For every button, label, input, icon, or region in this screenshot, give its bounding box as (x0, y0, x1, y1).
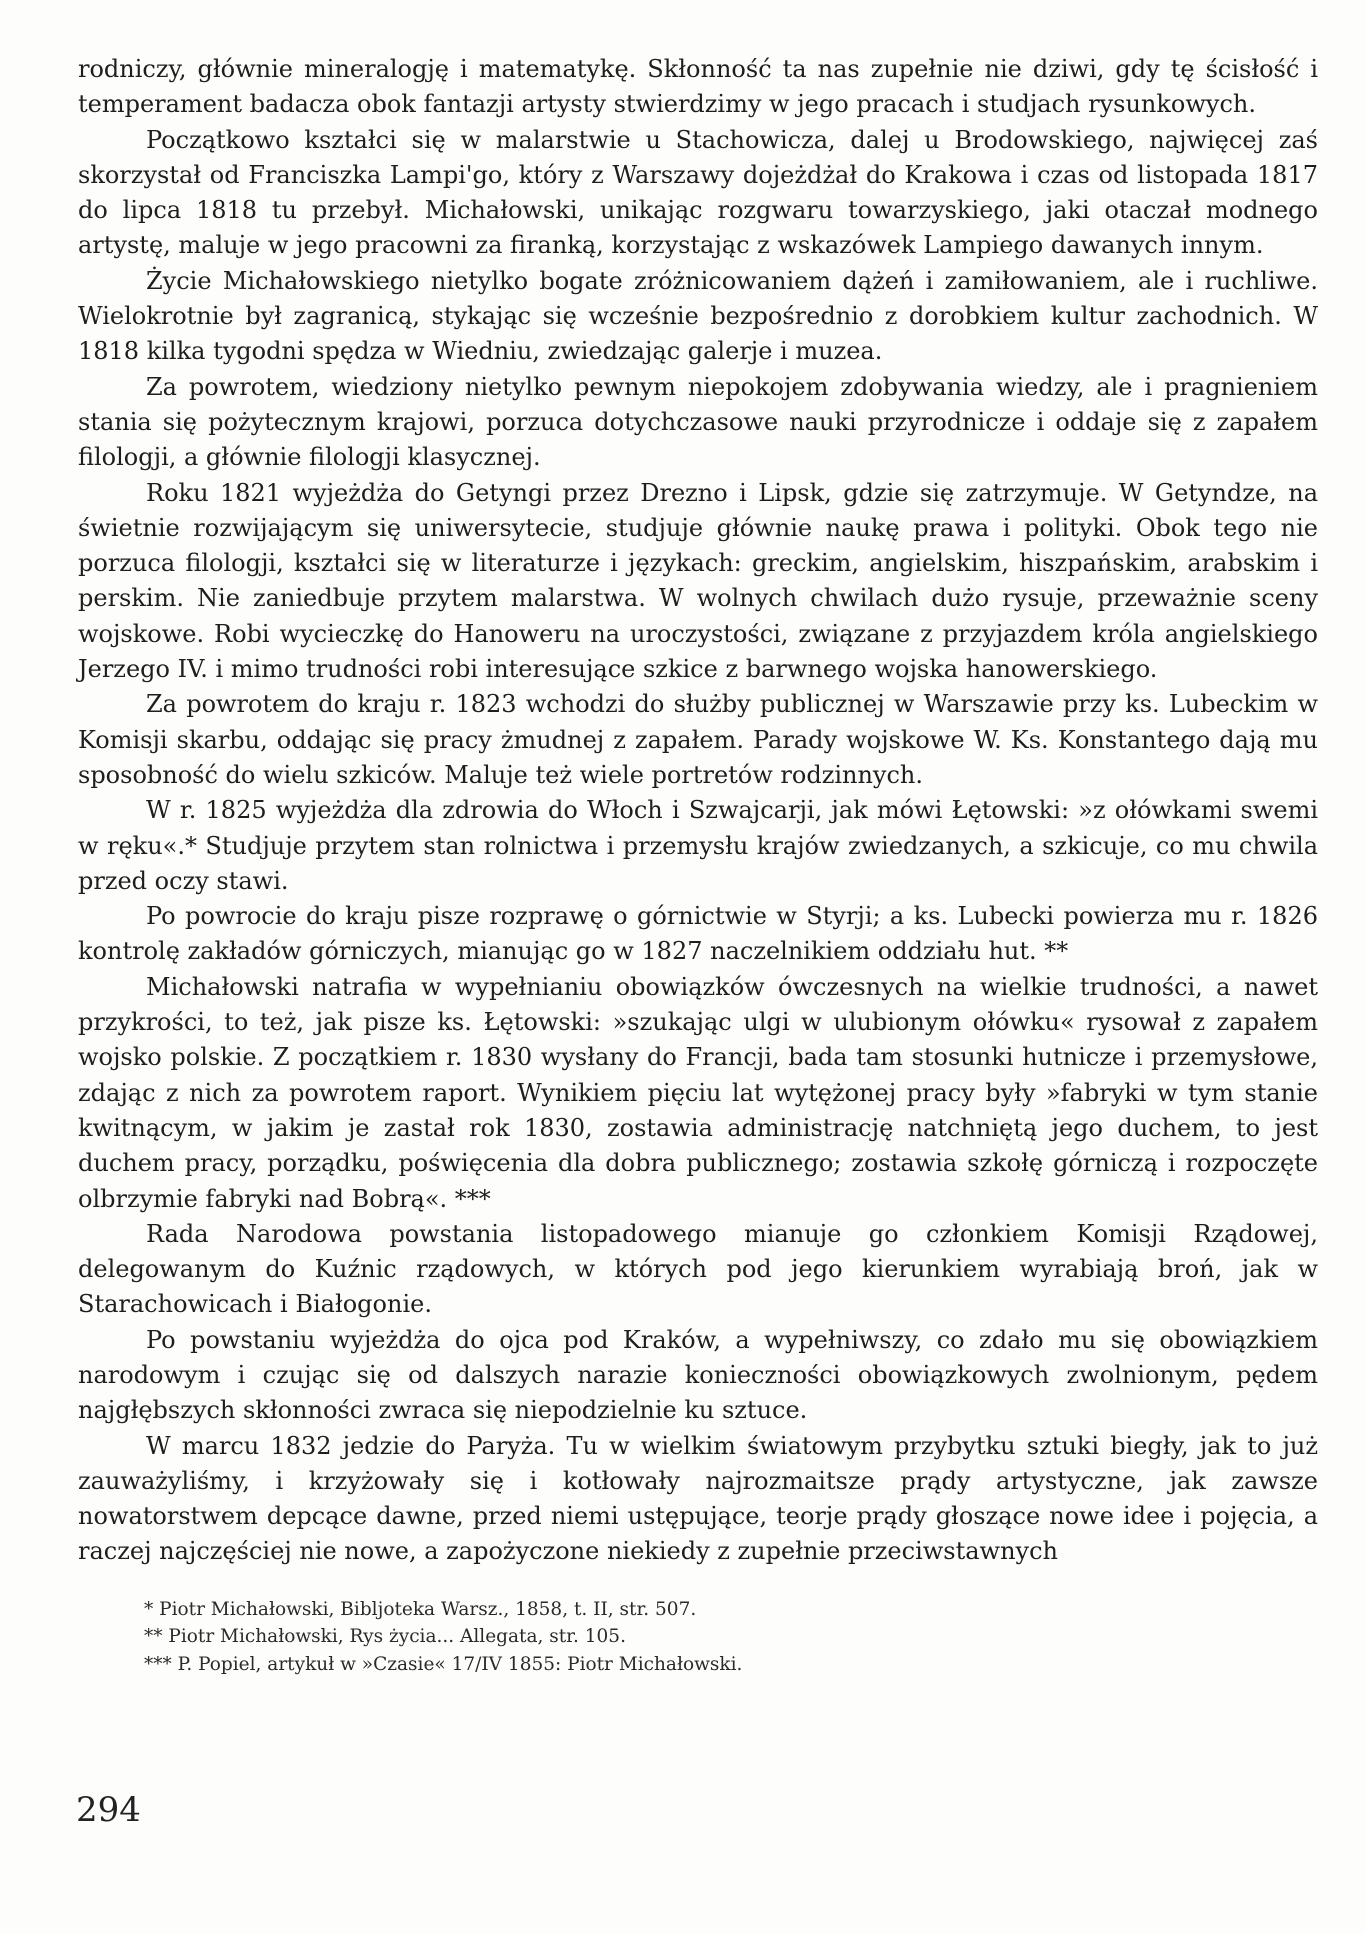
paragraph-9: Michałowski natrafia w wypełnianiu obowiązków ówczesnych na wielkie trudności, a nawet przykrości, to też, jak pisze ks. Łętowski: »szukając ulgi w ulubionym ołówku« rysował z zapałem wojsko polskie. Z początkiem r. 1830 wysłany do Francji, bada tam stosunki hutnicze i przemysłowe, zdając z nich za powrotem raport. Wynikiem pięciu lat wytężonej pracy były »fabryki w tym stanie kwitnącym, w jakim je zastał rok 1830, zostawia administrację natchniętą jego duchem, to jest duchem pracy, porządku, poświęcenia dla dobra publicznego; zostawia szkołę górniczą i rozpoczęte olbrzymie fabryki nad Bobrą«. *** (78, 972, 1318, 1213)
footnote-2: ** Piotr Michałowski, Rys życia... Allegata, str. 105. (144, 1626, 626, 1648)
paragraph-2: Początkowo kształci się w malarstwie u Stachowicza, dalej u Brodowskiego, najwięcej zaś skorzystał od Franciszka Lampi'go, który z Warszawy dojeżdżał do Krakowa i czas od listopada 1817 do lipca 1818 tu przebył. Michałowski, unikając rozgwaru towarzyskiego, jaki otaczał modnego artystę, maluje w jego pracowni za firanką, korzystając z wskazówek Lampiego dawanych innym. (78, 125, 1318, 260)
paragraph-11: Po powstaniu wyjeżdża do ojca pod Kraków, a wypełniwszy, co zdało mu się obowiązkiem narodowym i czując się od dalszych narazie konieczności obowiązkowych zwolnionym, pędem najgłębszych skłonności zwraca się niepodzielnie ku sztuce. (78, 1325, 1318, 1425)
document-page (78, 52, 1318, 1678)
paragraph-1: rodniczy, głównie mineralogję i matematykę. Skłonność ta nas zupełnie nie dziwi, gdy tę ścisłość i temperament badacza obok fantazji artysty stwierdzimy w jego pracach i studjach rysunkowych. (78, 55, 1318, 119)
paragraph-12: W marcu 1832 jedzie do Paryża. Tu w wielkim światowym przybytku sztuki biegły, jak to już zauważyliśmy, i krzyżowały się i kotłowały najrozmaitsze prądy artystyczne, jak zawsze nowatorstwem depcące dawne, przed niemi ustępujące, teorje prądy głoszące nowe idee i pojęcia, a raczej najczęściej nie nowe, a zapożyczone niekiedy z zupełnie przeciwstawnych (78, 1431, 1318, 1566)
footnote-3: *** P. Popiel, artykuł w »Czasie« 17/IV 1855: Piotr Michałowski. (144, 1653, 743, 1675)
paragraph-3: Życie Michałowskiego nietylko bogate zróżnicowaniem dążeń i zamiłowaniem, ale i ruchliwe. Wielokrotnie był zagranicą, stykając się wcześnie bezpośrednio z dorobkiem kultur zachodnich. W 1818 kilka tygodni spędza w Wiedniu, zwiedzając galerje i muzea. (78, 266, 1318, 366)
paragraph-10: Rada Narodowa powstania listopadowego mianuje go członkiem Komisji Rządowej, delegowanym do Kuźnic rządowych, w których pod jego kierunkiem wyrabiają broń, jak w Starachowicach i Białogonie. (78, 1219, 1318, 1319)
paragraph-5: Roku 1821 wyjeżdża do Getyngi przez Drezno i Lipsk, gdzie się zatrzymuje. W Getyndze, na świetnie rozwijającym się uniwersytecie, studjuje głównie naukę prawa i polityki. Obok tego nie porzuca filologji, kształci się w literaturze i językach: greckim, angielskim, hiszpańskim, arabskim i perskim. Nie zaniedbuje przytem malarstwa. W wolnych chwilach dużo rysuje, przeważnie sceny wojskowe. Robi wycieczkę do Hanoweru na uroczystości, związane z przyjazdem króla angielskiego Jerzego IV. i mimo trudności robi interesujące szkice z barwnego wojska hanowerskiego. (78, 478, 1318, 684)
body-text (78, 52, 1318, 1570)
paragraph-4: Za powrotem, wiedziony nietylko pewnym niepokojem zdobywania wiedzy, ale i pragnieniem stania się pożytecznym krajowi, porzuca dotychczasowe nauki przyrodnicze i oddaje się z zapałem filologji, a głównie filologji klasycznej. (78, 372, 1318, 472)
footnotes (78, 1596, 1318, 1679)
page-number: 294 (76, 1790, 141, 1830)
paragraph-8: Po powrocie do kraju pisze rozprawę o górnictwie w Styrji; a ks. Lubecki powierza mu r. 1826 kontrolę zakładów górniczych, mianując go w 1827 naczelnikiem oddziału hut. ** (78, 902, 1318, 966)
footnote-1: * Piotr Michałowski, Bibljoteka Warsz., 1858, t. II, str. 507. (144, 1598, 697, 1620)
paragraph-7: W r. 1825 wyjeżdża dla zdrowia do Włoch i Szwajcarji, jak mówi Łętowski: »z ołówkami swemi w ręku«.* Studjuje przytem stan rolnictwa i przemysłu krajów zwiedzanych, a szkicuje, co mu chwila przed oczy stawi. (78, 796, 1318, 895)
paragraph-6: Za powrotem do kraju r. 1823 wchodzi do służby publicznej w Warszawie przy ks. Lubeckim w Komisji skarbu, oddając się pracy żmudnej z zapałem. Parady wojskowe W. Ks. Konstantego dają mu sposobność do wielu szkiców. Maluje też wiele portretów rodzinnych. (78, 690, 1318, 789)
